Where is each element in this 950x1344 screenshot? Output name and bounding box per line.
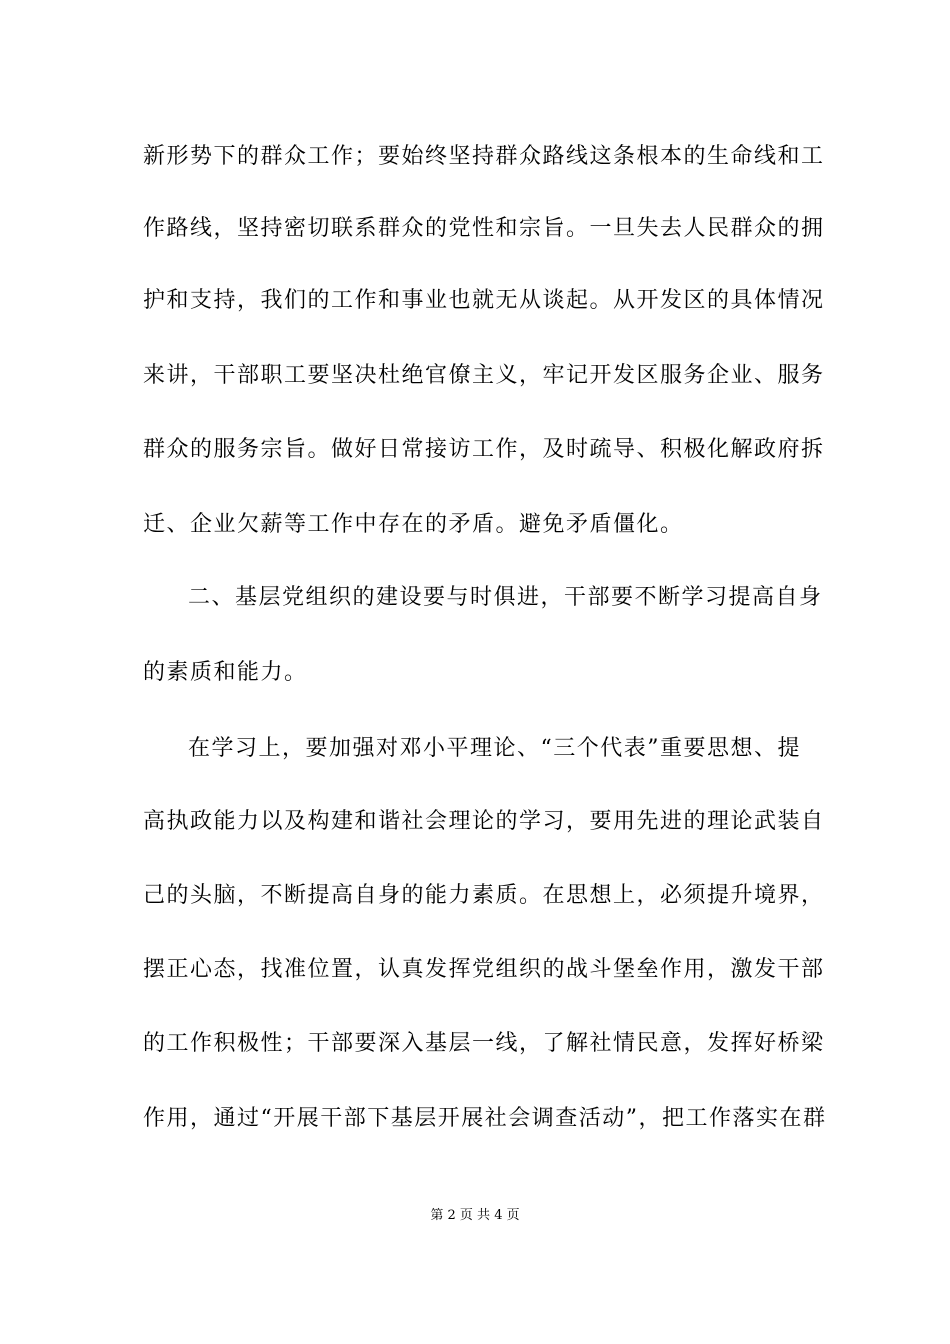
body-text-line: 在学习上，要加强对邓小平理论、“三个代表”重要思想、提	[188, 736, 801, 761]
body-text-line: 作路线，坚持密切联系群众的党性和宗旨。一旦失去人民群众的拥	[143, 216, 825, 241]
section-heading-line: 二、基层党组织的建设要与时俱进，干部要不断学习提高自身	[188, 585, 823, 610]
body-text-line: 摆正心态，找准位置，认真发挥党组织的战斗堡垒作用，激发干部	[143, 957, 825, 982]
page-number: 第 2 页 共 4 页	[430, 1208, 520, 1223]
body-text-line: 新形势下的群众工作；要始终坚持群众路线这条根本的生命线和工	[143, 144, 825, 169]
body-text-line: 的工作积极性；干部要深入基层一线，了解社情民意，发挥好桥梁	[143, 1031, 825, 1056]
body-text-line: 护和支持，我们的工作和事业也就无从谈起。从开发区的具体情况	[143, 288, 825, 313]
body-text-line: 作用，通过“开展干部下基层开展社会调查活动”，把工作落实在群	[143, 1106, 827, 1131]
body-text-line: 来讲，干部职工要坚决杜绝官僚主义，牢记开发区服务企业、服务	[143, 363, 825, 388]
body-text-line: 己的头脑，不断提高自身的能力素质。在思想上，必须提升境界，	[143, 883, 825, 908]
body-text-line: 高执政能力以及构建和谐社会理论的学习，要用先进的理论武装自	[143, 809, 825, 834]
body-text-line: 迁、企业欠薪等工作中存在的矛盾。避免矛盾僵化。	[143, 512, 684, 537]
body-text-line: 群众的服务宗旨。做好日常接访工作，及时疏导、积极化解政府拆	[143, 437, 825, 462]
section-heading-line: 的素质和能力。	[143, 660, 308, 685]
